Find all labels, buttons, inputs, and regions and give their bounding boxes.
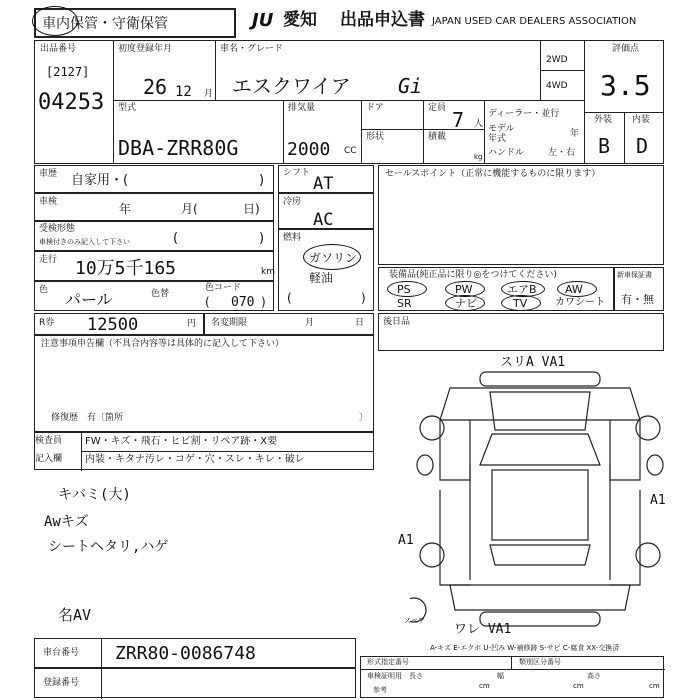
equip-aw: AW xyxy=(565,283,583,296)
displacement-label: 排気量 xyxy=(288,103,316,113)
equip-tv-circle xyxy=(501,295,541,311)
color-change-label: 色替 xyxy=(151,289,170,299)
receipt-close: ) xyxy=(259,231,265,246)
color-close: ) xyxy=(261,295,266,309)
car-grade: Gi xyxy=(398,74,423,98)
color-label: 色 xyxy=(39,285,49,295)
handle-label: ハンドル xyxy=(488,148,525,158)
color-row xyxy=(34,281,274,311)
shape-label: 形状 xyxy=(366,132,385,142)
recycle-value: 12500 xyxy=(87,315,139,335)
inspection-label: 車検 xyxy=(39,197,58,207)
lot-number: 04253 xyxy=(38,90,105,115)
equip-navi-circle xyxy=(445,295,485,311)
equip-seat: カワシート xyxy=(555,297,605,308)
diagram-mark-left: A1 xyxy=(398,533,414,548)
logo-mark: JU xyxy=(252,10,274,31)
capacity-unit: 人 xyxy=(474,119,484,129)
remark-1: キバミ(大) xyxy=(58,487,131,503)
cert-label: 車検証明用 xyxy=(367,672,402,680)
mileage-unit: km xyxy=(261,267,275,277)
fuel-gasoline-circle xyxy=(303,244,361,270)
warranty-options: 有・無 xyxy=(621,293,654,306)
fuel-light-oil: 軽油 xyxy=(309,271,334,285)
diagram-mark-right: A1 xyxy=(650,493,666,508)
car-name: エスクワイア xyxy=(232,74,351,98)
warranty-label: 新車保証書 xyxy=(617,271,652,279)
name-change-row xyxy=(204,313,374,335)
sales-point-label: セールスポイント（正常に機能するものに限ります） xyxy=(385,169,601,179)
capacity-value: 7 xyxy=(452,108,465,132)
spare-label: スペア xyxy=(404,617,425,625)
equip-sr: SR xyxy=(397,297,412,310)
width-label: 幅 xyxy=(497,672,504,680)
remark-4: 名AV xyxy=(58,606,92,624)
recycle-row xyxy=(34,313,204,335)
damage-legend: A-キズ E-エクボ U-凹み W-補修跡 S-サビ C-腐食 XX-交換済 xyxy=(430,644,620,652)
cooling-value: AC xyxy=(313,210,334,230)
storage-label: 車内保管・守衛保管 xyxy=(42,16,168,32)
name-change-month: 月 xyxy=(305,318,315,328)
equip-airbag: エアB xyxy=(507,283,537,296)
width-unit: cm xyxy=(573,682,584,690)
chassis-row xyxy=(34,638,356,668)
remark-3: シートヘタリ,ハゲ xyxy=(48,539,169,555)
ref-label: 参考 xyxy=(373,686,387,694)
color-paren: ( xyxy=(205,295,210,309)
mileage-value: 10万5千165 xyxy=(75,258,177,279)
shift-label: シフト xyxy=(283,168,311,178)
equip-navi: ナビ xyxy=(455,297,477,310)
drive-4wd: 4WD xyxy=(546,81,568,91)
exterior-label: 外装 xyxy=(594,115,613,125)
registration-month-unit: 月 xyxy=(204,89,214,99)
inspector-row-1: FW・キズ・飛石・ヒビ割・リペア跡・X要 xyxy=(85,436,278,447)
rating-label: 評価点 xyxy=(612,44,640,54)
reg-number-row xyxy=(34,668,356,698)
drive-2wd: 2WD xyxy=(546,55,568,65)
repair-label: 修復歴 有〔箇所 xyxy=(51,413,124,423)
color-code: 070 xyxy=(231,295,255,310)
chassis-value: ZRR80-0086748 xyxy=(115,643,256,664)
cooling-label: 冷房 xyxy=(283,197,302,207)
registration-year: 26 xyxy=(143,75,168,99)
exterior-grade: B xyxy=(598,134,611,158)
receipt-note: 車検付きのみ記入して下さい xyxy=(39,238,130,246)
length-label: 長さ xyxy=(409,672,423,680)
name-change-day: 日 xyxy=(355,318,365,328)
reg-number-label: 登録番号 xyxy=(43,678,80,688)
doors-label: ドア xyxy=(366,103,384,113)
chassis-label: 車台番号 xyxy=(43,648,80,658)
equip-ps: PS xyxy=(397,283,411,296)
recycle-unit: 円 xyxy=(187,319,197,329)
inspector-box xyxy=(34,432,374,470)
displacement-value: 2000 xyxy=(287,139,331,160)
shift-value: AT xyxy=(313,174,334,194)
name-grade-label: 車名・グレード xyxy=(220,44,284,54)
registration-month: 12 xyxy=(175,84,192,100)
inspector-label-2: 記入欄 xyxy=(35,454,63,464)
inspection-row xyxy=(34,193,274,221)
dealer-label: ディーラー・並行 xyxy=(488,109,560,119)
length-unit: cm xyxy=(479,682,490,690)
color-code-label: 色コード xyxy=(205,283,242,293)
mileage-row xyxy=(34,251,274,281)
fuel-close: ) xyxy=(361,291,366,305)
interior-label: 内装 xyxy=(632,115,651,125)
history-row xyxy=(34,165,274,193)
color-value: パール xyxy=(65,290,113,309)
receipt-label: 受検形態 xyxy=(39,224,76,234)
vehicle-damage-diagram xyxy=(410,360,670,640)
displacement-unit: CC xyxy=(344,146,357,156)
recycle-label: R券 xyxy=(39,318,55,328)
height-unit: cm xyxy=(649,682,660,690)
shift-row xyxy=(278,165,374,193)
equipment-box xyxy=(378,267,614,311)
lot-label: 出品番号 xyxy=(40,44,77,54)
history-value: 自家用・( xyxy=(71,173,129,188)
fuel-gasoline: ガソリン xyxy=(309,251,358,265)
fuel-paren: ( xyxy=(287,291,292,305)
class-number-label: 類別区分番号 xyxy=(519,658,561,666)
notes-label: 注意事項申告欄（不具合内容等は具体的に記入して下さい） xyxy=(41,339,285,349)
lot-code: [2127] xyxy=(46,65,90,79)
registration-label: 初度登録年月 xyxy=(118,44,173,54)
equipment-label: 装備品(純正品に限り◎をつけてください) xyxy=(389,270,557,280)
cert-table xyxy=(360,656,664,698)
mileage-label: 走行 xyxy=(39,255,58,265)
model-year-label: モデル年式 xyxy=(488,124,515,144)
rear-day-box xyxy=(378,313,664,351)
remark-2: Awキズ xyxy=(44,514,89,530)
inspection-day: 日) xyxy=(243,202,260,216)
cooling-row xyxy=(278,193,374,229)
height-label: 高さ xyxy=(587,672,601,680)
rating-value: 3.5 xyxy=(600,69,651,102)
interior-grade: D xyxy=(636,134,649,158)
model-label: 型式 xyxy=(118,103,137,113)
association-name: JAPAN USED CAR DEALERS ASSOCIATION xyxy=(432,16,637,27)
capacity-label: 定員 xyxy=(428,103,447,113)
receipt-paren: ( xyxy=(173,231,179,246)
warranty-box xyxy=(614,267,664,311)
inspection-month: 月( xyxy=(181,202,198,216)
form-title: 出品申込書 xyxy=(340,10,425,30)
fuel-row xyxy=(278,229,374,311)
model-year-unit: 年 xyxy=(570,129,580,139)
inspection-year: 年 xyxy=(119,202,132,216)
inspector-label-1: 検査員 xyxy=(35,436,63,446)
handle-options: 左・右 xyxy=(548,148,576,158)
diagram-mark-bottom: ワレ VA1 xyxy=(454,622,512,637)
equip-pw: PW xyxy=(455,283,473,296)
storage-circle-mark xyxy=(32,6,78,36)
notes-box xyxy=(34,335,374,432)
receipt-row xyxy=(34,221,274,251)
form-number-label: 形式指定番号 xyxy=(367,658,409,666)
equip-aw-circle xyxy=(557,281,597,297)
history-close: ) xyxy=(259,173,265,188)
repair-close: 〕 xyxy=(359,413,369,423)
diagram-mark-top: スリA VA1 xyxy=(500,355,566,370)
name-change-label: 名変期限 xyxy=(211,318,248,328)
sales-point-box xyxy=(378,165,664,265)
load-unit: kg xyxy=(474,153,483,161)
org-name: 愛知 xyxy=(283,10,317,30)
equip-tv: TV xyxy=(513,297,528,310)
fuel-label: 燃料 xyxy=(283,233,302,243)
inspector-row-2: 内装・キタナ汚レ・コゲ・穴・スレ・キレ・破レ xyxy=(85,454,305,465)
load-label: 積載 xyxy=(428,132,447,142)
rear-day-label: 後日品 xyxy=(383,317,411,327)
history-label: 車歴 xyxy=(39,169,58,179)
model-value: DBA-ZRR80G xyxy=(118,136,239,160)
equip-ps-circle xyxy=(387,281,427,297)
